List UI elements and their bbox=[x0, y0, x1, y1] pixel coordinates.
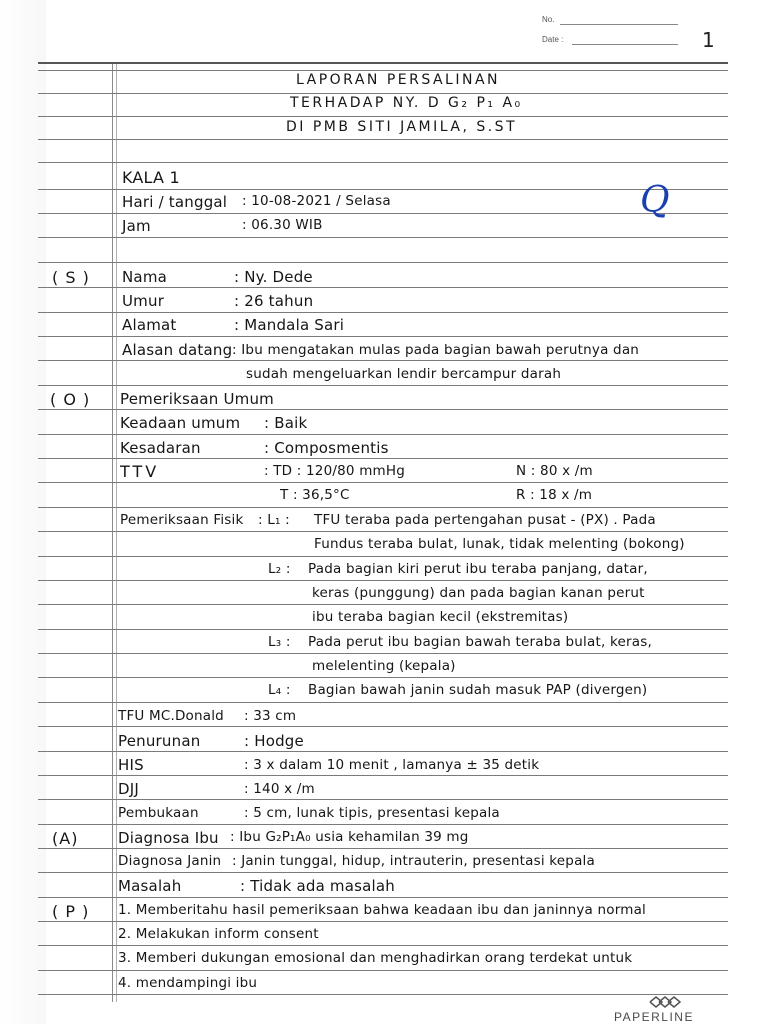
l2-line3: ibu teraba bagian kecil (ekstremitas) bbox=[312, 609, 569, 625]
assessment-marker: (A) bbox=[52, 829, 79, 848]
ruled-line bbox=[38, 287, 728, 288]
nama-value: : Ny. Dede bbox=[234, 268, 313, 286]
report-title: LAPORAN PERSALINAN bbox=[296, 72, 501, 88]
plan-item: 4. mendampingi ibu bbox=[118, 975, 258, 991]
l2-line2: keras (punggung) dan pada bagian kanan perut bbox=[312, 585, 645, 601]
ruled-line bbox=[38, 824, 728, 825]
plan-marker: ( P ) bbox=[52, 902, 90, 921]
umur-label: Umur bbox=[122, 292, 165, 310]
hari-label: Hari / tanggal bbox=[122, 193, 228, 211]
l2-label: L₂ : bbox=[268, 561, 291, 577]
date-line bbox=[572, 44, 678, 45]
ruled-line bbox=[38, 116, 728, 117]
td-value: : TD : 120/80 mmHg bbox=[264, 463, 406, 479]
ruled-line bbox=[38, 921, 728, 922]
ruled-line bbox=[38, 897, 728, 898]
pemeriksaan-umum-heading: Pemeriksaan Umum bbox=[120, 390, 274, 408]
l4-label: L₄ : bbox=[268, 682, 291, 698]
r-value: R : 18 x /m bbox=[516, 487, 593, 503]
ruled-line bbox=[38, 775, 728, 776]
ruled-line bbox=[38, 458, 728, 459]
pembukaan-value: : 5 cm, lunak tipis, presentasi kepala bbox=[244, 805, 500, 821]
jam-value: : 06.30 WIB bbox=[242, 217, 323, 233]
ruled-line bbox=[38, 409, 728, 410]
ruled-line bbox=[38, 237, 728, 238]
brand-name: PAPERLINE bbox=[614, 1010, 694, 1024]
kesadaran-label: Kesadaran bbox=[120, 439, 201, 457]
ruled-line bbox=[38, 751, 728, 752]
kesadaran-value: : Composmentis bbox=[264, 439, 389, 457]
dx-janin-label: Diagnosa Janin bbox=[118, 853, 222, 869]
tfu-value: : 33 cm bbox=[244, 708, 297, 724]
blue-initial-mark: Q bbox=[640, 180, 670, 221]
djj-label: DJJ bbox=[118, 780, 139, 798]
ruled-line bbox=[38, 799, 728, 800]
ruled-line bbox=[38, 262, 728, 263]
plan-item: 2. Melakukan inform consent bbox=[118, 926, 319, 942]
ruled-line bbox=[38, 702, 728, 703]
ruled-line bbox=[38, 531, 728, 532]
margin-line bbox=[112, 62, 113, 1002]
ruled-line bbox=[38, 507, 728, 508]
keadaan-value: : Baik bbox=[264, 414, 308, 432]
l3-label: L₃ : bbox=[268, 634, 291, 650]
alasan-label: Alasan datang bbox=[122, 341, 233, 359]
his-value: : 3 x dalam 10 menit , lamanya ± 35 detik bbox=[244, 757, 540, 773]
ruled-line bbox=[38, 653, 728, 654]
ruled-line bbox=[38, 360, 728, 361]
hari-value: : 10-08-2021 / Selasa bbox=[242, 193, 391, 209]
ruled-line bbox=[38, 162, 728, 163]
paperline-logo-icon bbox=[648, 996, 682, 1008]
ruled-line bbox=[38, 312, 728, 313]
dx-ibu-value: : Ibu G₂P₁A₀ usia kehamilan 39 mg bbox=[230, 829, 469, 845]
l1-label: : L₁ : bbox=[258, 512, 290, 528]
ruled-line bbox=[38, 604, 728, 605]
l2-line1: Pada bagian kiri perut ibu teraba panjang, datar, bbox=[308, 561, 648, 577]
keadaan-label: Keadaan umum bbox=[120, 414, 241, 432]
penurunan-label: Penurunan bbox=[118, 732, 201, 750]
no-label: No. bbox=[542, 15, 555, 24]
report-location: DI PMB SITI JAMILA, S.ST bbox=[286, 119, 518, 135]
l1-line2: Fundus teraba bulat, lunak, tidak melenting (bokong) bbox=[314, 536, 685, 552]
corner-mark: 1 bbox=[702, 28, 715, 52]
ruled-line bbox=[38, 139, 728, 140]
margin-line-2 bbox=[116, 62, 117, 1002]
penurunan-value: : Hodge bbox=[244, 732, 304, 750]
date-label: Date : bbox=[542, 35, 564, 44]
alamat-label: Alamat bbox=[122, 316, 177, 334]
l3-line1: Pada perut ibu bagian bawah teraba bulat, keras, bbox=[308, 634, 652, 650]
ruled-line bbox=[38, 62, 728, 64]
dx-janin-value: : Janin tunggal, hidup, intrauterin, presentasi kepala bbox=[232, 853, 595, 869]
ruled-line bbox=[38, 93, 728, 94]
ruled-line bbox=[38, 385, 728, 386]
objective-marker: ( O ) bbox=[50, 390, 91, 409]
ruled-line bbox=[38, 848, 728, 849]
l3-line2: melelenting (kepala) bbox=[312, 658, 456, 674]
ruled-line bbox=[38, 580, 728, 581]
ruled-line bbox=[38, 434, 728, 435]
plan-item: 3. Memberi dukungan emosional dan menghadirkan orang terdekat untuk bbox=[118, 950, 633, 966]
his-label: HIS bbox=[118, 756, 144, 774]
alamat-value: : Mandala Sari bbox=[234, 316, 345, 334]
alasan-value-2: sudah mengeluarkan lendir bercampur darah bbox=[246, 366, 562, 382]
ruled-line bbox=[38, 556, 728, 557]
masalah-label: Masalah bbox=[118, 877, 182, 895]
ruled-line bbox=[38, 994, 728, 995]
n-value: N : 80 x /m bbox=[516, 463, 593, 479]
t-value: T : 36,5°C bbox=[280, 487, 350, 503]
plan-item: 1. Memberitahu hasil pemeriksaan bahwa keadaan ibu dan janinnya normal bbox=[118, 902, 646, 918]
ruled-line bbox=[38, 629, 728, 630]
nama-label: Nama bbox=[122, 268, 168, 286]
ruled-line bbox=[38, 482, 728, 483]
page-edge-shadow bbox=[0, 0, 46, 1024]
pembukaan-label: Pembukaan bbox=[118, 805, 199, 821]
ruled-line bbox=[38, 70, 728, 71]
ruled-line bbox=[38, 677, 728, 678]
tfu-label: TFU MC.Donald bbox=[118, 708, 224, 724]
dx-ibu-label: Diagnosa Ibu bbox=[118, 829, 219, 847]
masalah-value: : Tidak ada masalah bbox=[240, 877, 396, 895]
umur-value: : 26 tahun bbox=[234, 292, 314, 310]
kala-heading: KALA 1 bbox=[122, 168, 180, 187]
ruled-line bbox=[38, 970, 728, 971]
ruled-line bbox=[38, 872, 728, 873]
l1-line1: TFU teraba pada pertengahan pusat - (PX) . Pada bbox=[314, 512, 656, 528]
l4-line1: Bagian bawah janin sudah masuk PAP (divergen) bbox=[308, 682, 648, 698]
no-line bbox=[560, 24, 678, 25]
jam-label: Jam bbox=[122, 217, 151, 235]
ruled-line bbox=[38, 336, 728, 337]
fisik-label: Pemeriksaan Fisik bbox=[120, 512, 244, 528]
djj-value: : 140 x /m bbox=[244, 781, 315, 797]
ruled-line bbox=[38, 726, 728, 727]
ruled-line bbox=[38, 189, 728, 190]
report-subtitle: TERHADAP NY. D G₂ P₁ A₀ bbox=[290, 95, 523, 111]
alasan-value-1: : Ibu mengatakan mulas pada bagian bawah perutnya dan bbox=[232, 342, 640, 358]
ruled-line bbox=[38, 945, 728, 946]
ttv-label: TTV bbox=[120, 462, 160, 481]
ruled-line bbox=[38, 213, 728, 214]
subjective-marker: ( S ) bbox=[52, 268, 90, 287]
